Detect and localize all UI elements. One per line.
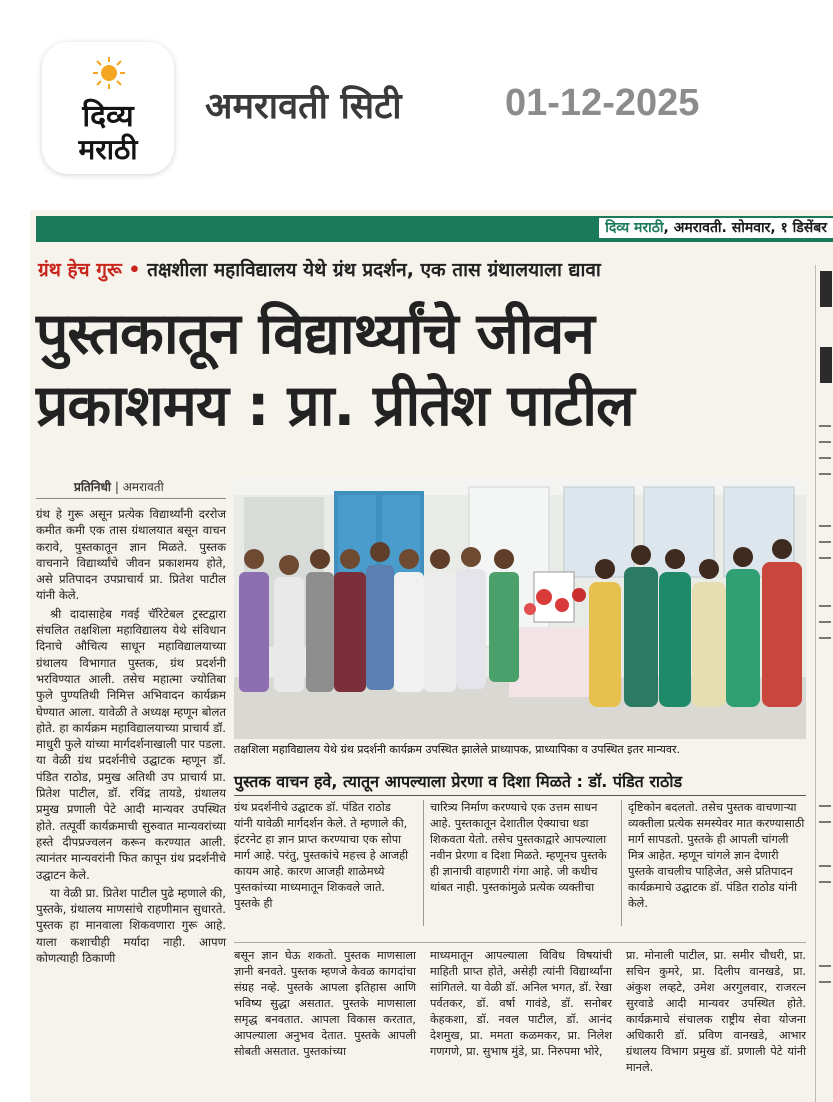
newspaper-clipping bbox=[30, 210, 833, 1102]
kicker-red: ग्रंथ हेच गुरू bbox=[38, 259, 122, 281]
masthead-text bbox=[599, 218, 833, 238]
column-divider bbox=[621, 800, 622, 926]
sub-column: चारित्र्य निर्माण करण्याचे एक उत्तम साधन आहे. पुस्तकातून देशातील ऐक्याचा धडा शिकवता येतो. तसेच पुस्तकाद्वारे आपल्याला नवीन प्रेरणा व दिशा मिळते. म्हणूनच पुस्तके ही ज्ञानाची वाहणारी गंगा आहे. जी कधीच थांबत नाही. पुस्तकांमुळे प्रत्येक व्यक्तीचा bbox=[430, 801, 607, 894]
kicker-text: तक्षशीला महाविद्यालय येथे ग्रंथ प्रदर्शन, एक तास ग्रंथालयाला द्यावा bbox=[147, 259, 601, 281]
sub-column: दृष्टिकोन बदलतो. तसेच पुस्तक वाचणाऱ्या व्यक्तीला प्रत्येक समस्येवर मात करण्यासाठी मार्ग सापडतो. पुस्तके ही आपली चांगली मित्र आहेत. म्हणून चांगले ज्ञान देणारी पुस्तके वाचलीच पाहिजेत, असे प्रतिपादन कार्यक्रमाचे उद्घाटक डॉ. पंडित राठोड यांनी केले. bbox=[628, 801, 805, 910]
edition-city: अमरावती सिटी bbox=[205, 86, 402, 127]
bottom-column: बसून ज्ञान घेऊ शकतो. पुस्तक माणसाला ज्ञानी बनवते. पुस्तक म्हणजे केवळ कागदांचा संग्रह नव्हे. पुस्तके आपला इतिहास आणि भविष्य सुद्धा असतात. पुस्तके माणसाला समृद्ध बनवतात. आपला विकास करतात, आपल्याला अनुभव देतात. पुस्तके आपली सोबती असतात. पुस्तकांच्या bbox=[234, 949, 416, 1058]
masthead-dateline: , अमरावती. सोमवार, १ डिसेंबर bbox=[663, 220, 827, 236]
left-paragraph: ग्रंथ हे गुरू असून प्रत्येक विद्यार्थ्यांनी दररोज कमीत कमी एक तास ग्रंथालयात बसून वाचन करावे, पुस्तकातून ज्ञान मिळते. पुस्तक वाचनाने विद्यार्थ्यांचे जीवन प्रकाशमय होते, असे प्रतिपादन उपप्राचार्य प्रा. प्रितेश पाटील यांनी केले. bbox=[36, 507, 226, 603]
byline-city: अमरावती bbox=[122, 480, 164, 494]
sub-columns bbox=[234, 800, 806, 935]
masthead-band bbox=[36, 216, 833, 242]
headline-line-2: प्रकाशमय : प्रा. प्रीतेश पाटील bbox=[36, 373, 634, 439]
photo-caption: तक्षशिला महाविद्यालय येथे ग्रंथ प्रदर्शनी कार्यक्रम उपस्थित झालेले प्राध्यापक, प्राध्यापिका व उपस्थित इतर मान्यवर. bbox=[234, 743, 681, 756]
bottom-column: प्रा. मोनाली पाटील, प्रा. समीर चौधरी, प्रा. सचिन कुमरे, प्रा. दिलीप वानखडे, प्रा. अंकुश लव्हटे, उमेश अरगुलवार, राजरत्न सुरवाडे आदी मान्यवर उपस्थित होते. कार्यक्रमाचे संचालक राष्ट्रीय सेवा योजना अधिकारी डॉ. प्रविण वानखडे, आभार ग्रंथालय विभाग प्रमुख डॉ. प्रणाली पेटे यांनी मानले. bbox=[626, 949, 806, 1074]
article-headline bbox=[36, 298, 796, 442]
sun-icon bbox=[92, 56, 126, 90]
sub-column: ग्रंथ प्रदर्शनीचे उद्घाटक डॉ. पंडित राठोड यांनी यावेळी मार्गदर्शन केले. ते म्हणाले की, इंटरनेट हा ज्ञान प्राप्त करण्याचा एक सोपा मार्ग आहे. परंतु, पुस्तकांचे महत्त्व हे आजही कायम आहे. कारण आजही शाळेमध्ये पुस्तकांच्या माध्यमातून शिकवले जाते. पुस्तके ही bbox=[234, 801, 409, 910]
event-photo bbox=[234, 477, 806, 739]
edition-date: 01-12-2025 bbox=[505, 82, 700, 124]
byline-name: प्रतिनिधी bbox=[74, 480, 112, 494]
article-kicker bbox=[38, 256, 601, 282]
adjacent-article-edge bbox=[815, 265, 833, 1102]
column-divider bbox=[423, 800, 424, 926]
logo-text-line2: मराठी bbox=[78, 133, 138, 166]
left-paragraph: या वेळी प्रा. प्रितेश पाटील पुढे म्हणाले की, पुस्तके, ग्रंथालय माणसांचे राहणीमान सुधारते. पुस्तक हा मानवाला शिकवणारा गुरू आहे. याला कशाचीही मर्यादा नाही. आपण कोणत्याही ठिकाणी bbox=[36, 885, 226, 966]
byline-rule bbox=[36, 498, 226, 499]
left-column bbox=[36, 506, 226, 968]
logo-text-line1: दिव्य bbox=[82, 99, 134, 134]
app-logo[interactable] bbox=[42, 42, 174, 174]
byline: प्रतिनिधी | अमरावती bbox=[74, 480, 164, 494]
bottom-column: माध्यमातून आपल्याला विविध विषयांची माहिती प्राप्त होते, असेही त्यांनी विद्यार्थ्यांना सांगितले. या वेळी डॉ. अनिल भगत, डॉ. रेखा पर्वतकर, डॉ. वर्षा गावंडे, डॉ. सनोबर केहकशा, डॉ. नवल पाटील, डॉ. आनंद देशमुख, प्रा. ममता कळमकर, प्रा. निलेश गणगणे, प्रा. सुभाष मुंडे, प्रा. निरुपमा भोरे, bbox=[430, 949, 612, 1058]
section-divider bbox=[234, 942, 806, 943]
kicker-bullet: • bbox=[128, 259, 141, 281]
event-photo-illustration bbox=[234, 477, 806, 739]
left-paragraph: श्री दादासाहेब गवई चॅरिटेबल ट्रस्टद्वारा संचलित तक्षशिला महाविद्यालय येथे संविधान दिनाचे औचित्य साधून महाविद्यालयाच्या ग्रंथालय विभागात पुस्तक, ग्रंथ प्रदर्शनी भरविण्यात आली. तसेच महात्मा ज्योतिबा फुले पुण्यतिथी निमित्त अभिवादन कार्यक्रम घेण्यात आला. यावेळी ते अध्यक्ष म्हणून बोलत होते. हा कार्यक्रम महाविद्यालयाच्या प्राचार्य डॉ. माधुरी फुले यांच्या मार्गदर्शनाखाली पार पडला. या वेळी ग्रंथ प्रदर्शनीचे उद्घाटक म्हणून डॉ. पंडित राठोड, प्रमुख अतिथी उप प्राचार्य प्रा. प्रितेश पाटील, डॉ. रविंद्र तायडे, ग्रंथालय प्रमुख प्रणाली पेटे आदी मान्यवर उपस्थित होते. तत्पूर्वी कार्यक्रमाची सुरुवात मान्यवरांच्या हस्ते दीपप्रज्वलन करून करण्यात आली. त्यानंतर मान्यवरांनी फित कापून ग्रंथ प्रदर्शनीचे उद्घाटन केले. bbox=[36, 606, 226, 882]
sub-headline-rule bbox=[234, 795, 806, 796]
masthead-brand: दिव्य मराठी bbox=[605, 220, 664, 236]
headline-line-1: पुस्तकातून विद्यार्थ्यांचे जीवन bbox=[36, 301, 594, 367]
sub-headline: पुस्तक वाचन हवे, त्यातून आपल्याला प्रेरणा व दिशा मिळते : डॉ. पंडित राठोड bbox=[234, 772, 683, 791]
